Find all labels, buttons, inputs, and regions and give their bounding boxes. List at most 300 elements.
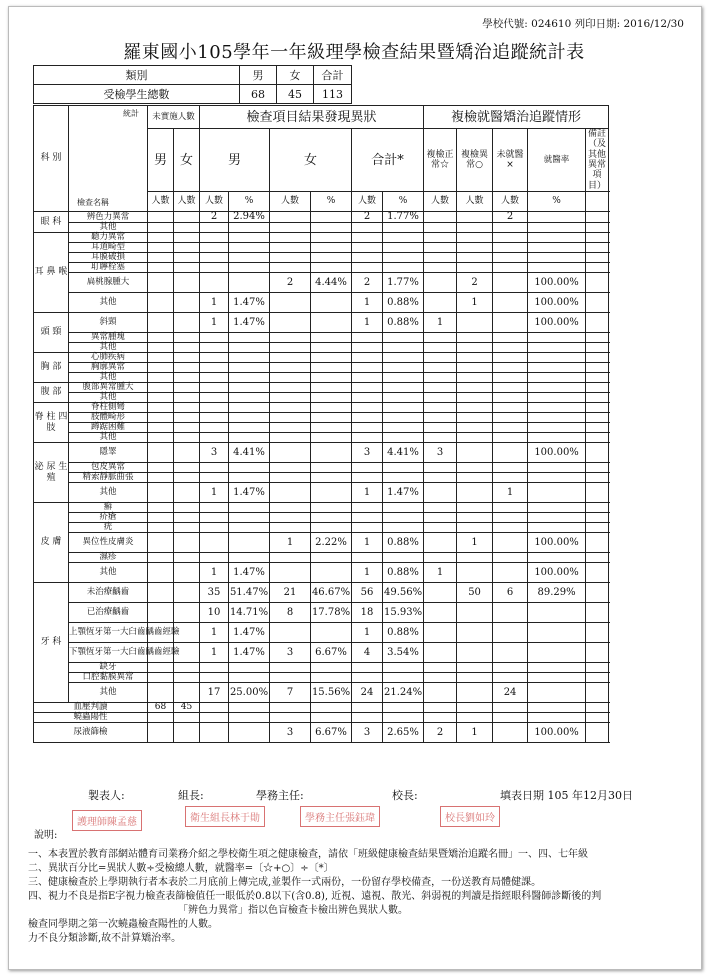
table-cell (200, 503, 229, 513)
table-cell: 4.41% (383, 443, 424, 463)
header-item: 檢查名稱 (77, 198, 109, 208)
table-cell: 2.22% (311, 533, 352, 553)
table-cell (229, 553, 270, 563)
table-cell (528, 363, 586, 373)
table-cell: 1 (200, 293, 229, 313)
table-cell: 1 (200, 563, 229, 583)
table-cell (352, 393, 383, 403)
table-cell (586, 293, 609, 313)
note-item: 四、視力不良是指E字視力檢查表篩檢值任一眼低於0.8以下(含0.8), 近視、遠視、散光、斜弱視的判讀是指經眼科醫師診斷後的判 (28, 891, 602, 902)
table-cell (311, 383, 352, 393)
table-cell: 3 (352, 723, 383, 743)
table-cell (383, 403, 424, 413)
item-label: 隱睪 (69, 443, 148, 463)
table-cell (528, 253, 586, 263)
table-cell (383, 673, 424, 683)
table-cell (383, 393, 424, 403)
table-cell (229, 423, 270, 433)
table-cell (586, 212, 609, 223)
table-cell (229, 403, 270, 413)
table-cell (148, 553, 174, 563)
table-cell (229, 333, 270, 343)
summary-header-category: 類別 (34, 66, 240, 85)
table-cell: 0.88% (383, 623, 424, 643)
table-cell (383, 553, 424, 563)
table-cell (200, 673, 229, 683)
table-cell (200, 553, 229, 563)
table-cell (270, 383, 311, 393)
table-cell (424, 293, 457, 313)
table-cell (148, 212, 174, 223)
table-cell (174, 583, 200, 603)
table-cell (270, 253, 311, 263)
item-label: 其他 (69, 223, 148, 233)
table-cell: 24 (352, 683, 383, 703)
table-cell (457, 463, 493, 473)
table-row (34, 483, 609, 503)
table-cell (200, 353, 229, 363)
table-cell (311, 553, 352, 563)
header-count: 人數 (457, 192, 493, 212)
table-cell (311, 333, 352, 343)
item-label: 下顎恆牙第一大臼齒齲齒經驗 (69, 643, 148, 663)
table-cell (586, 663, 609, 673)
table-cell (311, 713, 352, 723)
table-row (34, 683, 609, 703)
table-cell (229, 233, 270, 243)
table-cell: 1.47% (383, 483, 424, 503)
table-cell (200, 223, 229, 233)
table-cell (457, 523, 493, 533)
table-row (34, 383, 609, 393)
table-cell (229, 463, 270, 473)
table-cell (457, 243, 493, 253)
table-cell (528, 643, 586, 663)
table-cell (383, 433, 424, 443)
table-cell (383, 703, 424, 713)
table-cell (174, 723, 200, 743)
table-cell (174, 253, 200, 263)
table-cell (270, 463, 311, 473)
table-cell (424, 403, 457, 413)
table-cell: 2 (352, 212, 383, 223)
table-cell (311, 443, 352, 463)
item-label: 異常腫塊 (69, 333, 148, 343)
table-cell (311, 233, 352, 243)
table-cell (270, 483, 311, 503)
table-cell: 2 (352, 273, 383, 293)
table-cell (586, 703, 609, 713)
item-label: 癬 (69, 503, 148, 513)
table-cell (457, 383, 493, 393)
table-cell (424, 603, 457, 623)
table-cell (229, 433, 270, 443)
table-cell (457, 423, 493, 433)
table-cell (528, 373, 586, 383)
group-label: 眼 科 (34, 212, 69, 233)
item-label: 其他 (69, 483, 148, 503)
table-cell (424, 483, 457, 503)
signature-maker: 製表人: (88, 789, 125, 802)
signature-group-head: 組長: (178, 789, 204, 802)
table-cell (200, 463, 229, 473)
table-cell: 1.47% (229, 313, 270, 333)
header-count: 人數 (352, 192, 383, 212)
table-row (34, 533, 609, 553)
fill-date: 填表日期 105 年12月30日 (500, 789, 633, 802)
table-cell (493, 563, 528, 583)
item-label: 其他 (69, 373, 148, 383)
table-cell: 51.47% (229, 583, 270, 603)
item-label: 其他 (69, 563, 148, 583)
table-cell (383, 353, 424, 363)
table-cell (424, 533, 457, 553)
summary-table (33, 65, 352, 104)
table-cell: 2 (457, 273, 493, 293)
table-cell (493, 393, 528, 403)
table-cell (311, 253, 352, 263)
group-label: 泌 尿 生 殖 (34, 443, 69, 503)
table-row (34, 212, 609, 223)
table-cell (270, 373, 311, 383)
table-cell (200, 473, 229, 483)
item-label: 耳膜破損 (69, 253, 148, 263)
table-cell (200, 433, 229, 443)
table-cell (586, 563, 609, 583)
table-cell (174, 373, 200, 383)
table-cell (270, 353, 311, 363)
table-cell (174, 553, 200, 563)
stamp-health-head: 衛生組長林于勛 (185, 806, 265, 827)
table-cell (270, 503, 311, 513)
table-cell (148, 433, 174, 443)
table-cell (493, 523, 528, 533)
table-cell: 1 (424, 563, 457, 583)
table-cell (270, 443, 311, 463)
table-cell (352, 553, 383, 563)
table-cell: 1.77% (383, 212, 424, 223)
table-cell: 35 (200, 583, 229, 603)
table-cell (528, 353, 586, 363)
table-cell (200, 713, 229, 723)
table-cell: 1 (457, 533, 493, 553)
table-row (34, 473, 609, 483)
table-cell (457, 683, 493, 703)
table-cell (270, 333, 311, 343)
table-cell (383, 523, 424, 533)
table-cell (457, 263, 493, 273)
table-cell (200, 263, 229, 273)
header-total: 合計* (352, 129, 424, 192)
table-cell (148, 383, 174, 393)
header-followup: 複檢就醫矯治追蹤情形 (424, 106, 609, 129)
table-cell (311, 513, 352, 523)
table-cell (148, 563, 174, 583)
table-cell: 2.94% (229, 212, 270, 223)
table-cell (586, 643, 609, 663)
table-cell (148, 443, 174, 463)
table-cell (528, 683, 586, 703)
table-cell (528, 713, 586, 723)
table-cell (586, 583, 609, 603)
table-cell (383, 663, 424, 673)
table-cell (229, 253, 270, 263)
table-cell (174, 273, 200, 293)
table-cell (174, 463, 200, 473)
item-label: 蟯蟲陽性 (34, 713, 148, 723)
table-row (34, 363, 609, 373)
table-cell (493, 423, 528, 433)
table-cell (174, 483, 200, 503)
table-row (34, 713, 609, 723)
header-not-done-male: 男 (148, 129, 174, 192)
table-cell (493, 553, 528, 563)
table-cell (383, 373, 424, 383)
table-cell (586, 413, 609, 423)
item-label: 脊柱側彎 (69, 403, 148, 413)
table-cell (424, 683, 457, 703)
table-cell (383, 413, 424, 423)
table-cell (424, 243, 457, 253)
table-cell (148, 483, 174, 503)
table-cell (148, 253, 174, 263)
group-label: 胸 部 (34, 353, 69, 383)
table-cell (586, 403, 609, 413)
table-cell (311, 433, 352, 443)
table-cell (311, 373, 352, 383)
table-cell (493, 623, 528, 643)
table-cell: 18 (352, 603, 383, 623)
table-cell (148, 313, 174, 333)
table-cell (148, 353, 174, 363)
header-pct: % (528, 192, 586, 212)
table-cell (148, 363, 174, 373)
table-cell (457, 673, 493, 683)
table-cell: 1 (352, 533, 383, 553)
table-cell: 4 (352, 643, 383, 663)
header-count: 人數 (493, 192, 528, 212)
table-cell (352, 383, 383, 393)
table-cell (424, 363, 457, 373)
table-cell (493, 223, 528, 233)
table-cell (586, 253, 609, 263)
table-cell: 21 (270, 583, 311, 603)
table-cell (148, 523, 174, 533)
group-label: 脊 柱 四 肢 (34, 403, 69, 443)
table-cell (229, 513, 270, 523)
table-cell (528, 623, 586, 643)
table-cell (383, 363, 424, 373)
table-cell (528, 503, 586, 513)
header-rate: 就醫率 (528, 129, 586, 192)
table-cell (352, 673, 383, 683)
table-cell (424, 623, 457, 643)
table-row (34, 263, 609, 273)
table-row (34, 433, 609, 443)
table-cell (528, 483, 586, 503)
header-recheck-normal: 複檢正常☆ (424, 129, 457, 192)
table-cell (352, 333, 383, 343)
item-label: 包皮異常 (69, 463, 148, 473)
table-cell (493, 673, 528, 683)
table-cell (383, 333, 424, 343)
table-cell (200, 413, 229, 423)
header-count: 人數 (148, 192, 174, 212)
table-cell (311, 212, 352, 223)
table-row (34, 623, 609, 643)
header-stats: 統計 (123, 109, 139, 118)
table-cell: 1.47% (229, 623, 270, 643)
table-cell (424, 383, 457, 393)
table-cell (270, 393, 311, 403)
table-cell (174, 443, 200, 463)
table-cell: 1 (270, 533, 311, 553)
note-item: 檢查同學期之第一次蟯蟲檢查陽性的人數。 (28, 919, 218, 930)
table-cell (586, 273, 609, 293)
table-cell (229, 473, 270, 483)
table-cell (174, 673, 200, 683)
table-cell (528, 513, 586, 523)
table-cell: 0.88% (383, 563, 424, 583)
table-cell (200, 233, 229, 243)
table-cell (424, 413, 457, 423)
table-cell (148, 373, 174, 383)
table-cell (229, 703, 270, 713)
table-cell (270, 523, 311, 533)
table-cell (586, 623, 609, 643)
table-cell (270, 663, 311, 673)
table-cell (424, 513, 457, 523)
table-cell (586, 723, 609, 743)
table-cell (457, 353, 493, 363)
table-cell (148, 473, 174, 483)
signature-principal: 校長: (392, 789, 418, 802)
table-cell (229, 353, 270, 363)
table-cell (352, 523, 383, 533)
table-cell (493, 263, 528, 273)
header-subject: 科 別 (34, 106, 69, 212)
table-cell (148, 723, 174, 743)
table-cell (586, 713, 609, 723)
table-cell (457, 563, 493, 583)
table-cell: 100.00% (528, 563, 586, 583)
table-cell (174, 393, 200, 403)
table-cell (424, 553, 457, 563)
table-cell: 1.47% (229, 563, 270, 583)
table-cell (528, 263, 586, 273)
table-cell (174, 433, 200, 443)
table-cell (424, 423, 457, 433)
school-code-print-date: 學校代號: 024610 列印日期: 2016/12/30 (482, 18, 684, 30)
table-cell (528, 333, 586, 343)
table-cell (174, 603, 200, 623)
table-cell (174, 403, 200, 413)
table-cell (174, 503, 200, 513)
table-cell (200, 513, 229, 523)
table-cell (586, 243, 609, 253)
table-cell (424, 333, 457, 343)
table-cell (528, 553, 586, 563)
table-cell (174, 533, 200, 553)
table-cell (586, 683, 609, 703)
table-cell (174, 343, 200, 353)
table-cell (493, 433, 528, 443)
note-item: 三、健康檢查於上學期執行者本表於二月底前上傳完成,並製作一式兩份，一份留存學校備查，一份送教育局體健課。 (28, 877, 542, 888)
table-cell (174, 243, 200, 253)
summary-female-count: 45 (277, 85, 314, 104)
item-label: 疥瘡 (69, 513, 148, 523)
table-cell (528, 433, 586, 443)
table-cell (311, 423, 352, 433)
item-label: 心肺疾病 (69, 353, 148, 363)
table-cell (493, 373, 528, 383)
table-cell (528, 673, 586, 683)
table-cell: 4.44% (311, 273, 352, 293)
table-cell (174, 513, 200, 523)
table-cell (148, 513, 174, 523)
table-cell (586, 313, 609, 333)
table-cell (528, 663, 586, 673)
table-cell (424, 393, 457, 403)
table-cell (270, 423, 311, 433)
table-cell (200, 363, 229, 373)
table-cell (457, 313, 493, 333)
table-cell (457, 663, 493, 673)
table-cell (424, 373, 457, 383)
table-cell (352, 403, 383, 413)
table-cell (174, 363, 200, 373)
table-row (34, 333, 609, 343)
table-cell (528, 383, 586, 393)
table-cell (352, 423, 383, 433)
table-cell (586, 433, 609, 443)
header-not-treated: 未就醫× (493, 129, 528, 192)
table-cell (270, 263, 311, 273)
table-cell (311, 483, 352, 503)
group-label: 耳 鼻 喉 (34, 233, 69, 313)
table-cell (493, 233, 528, 243)
table-cell (200, 373, 229, 383)
table-cell: 1 (352, 563, 383, 583)
table-cell: 1 (352, 293, 383, 313)
table-cell (270, 233, 311, 243)
table-cell (352, 243, 383, 253)
table-cell (311, 223, 352, 233)
table-cell: 1 (457, 723, 493, 743)
table-cell (148, 273, 174, 293)
table-cell (528, 233, 586, 243)
table-cell (424, 673, 457, 683)
table-cell (424, 212, 457, 223)
table-cell (311, 563, 352, 583)
table-cell (148, 393, 174, 403)
header-stats-item (69, 106, 148, 212)
table-cell (174, 423, 200, 433)
table-cell: 25.00% (229, 683, 270, 703)
table-cell: 46.67% (311, 583, 352, 603)
header-count: 人數 (270, 192, 311, 212)
table-cell (270, 343, 311, 353)
table-row (34, 643, 609, 663)
table-cell (352, 233, 383, 243)
table-cell (528, 403, 586, 413)
table-cell (311, 263, 352, 273)
header-pct: % (311, 192, 352, 212)
item-label: 扁桃腺腫大 (69, 273, 148, 293)
table-cell (229, 263, 270, 273)
table-cell (352, 713, 383, 723)
table-cell (457, 553, 493, 563)
